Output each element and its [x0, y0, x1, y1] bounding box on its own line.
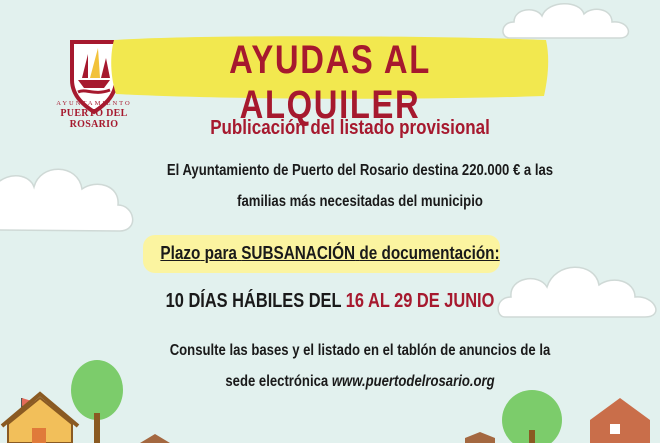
logo-label-top: AYUNTAMIENTO — [56, 100, 132, 107]
consult-line-1: Consulte las bases y el listado en el tablón de anuncios de la — [169, 342, 551, 359]
page-title: AYUDAS AL ALQUILER — [229, 38, 431, 127]
deadline-days-label: 10 DÍAS HÁBILES DEL — [165, 290, 342, 312]
deadline-date-range: 16 AL 29 DE JUNIO — [345, 290, 495, 312]
houses-left-illustration — [0, 358, 150, 443]
logo-label-bottom: PUERTO DEL ROSARIO — [60, 108, 128, 130]
deadline-word-4: de documentación: — [359, 243, 500, 263]
description-line-1: El Ayuntamiento de Puerto del Rosario destina 220.000 € a las — [166, 162, 554, 179]
page-subtitle: Publicación del listado provisional — [210, 117, 490, 139]
deadline-word-1: Plazo — [160, 243, 201, 263]
deadline-word-2: para — [204, 243, 237, 263]
cloud-left-middle — [0, 145, 140, 235]
deadline-heading — [152, 243, 509, 264]
roof-small-center — [140, 432, 170, 443]
consult-line-2 — [114, 373, 606, 391]
description-line-2: familias más necesitadas del municipio — [237, 193, 483, 210]
consult-line-2-text: sede electrónica — [225, 373, 329, 390]
deadline-dates — [117, 290, 543, 313]
website-link[interactable]: www.puertodelrosario.org — [331, 373, 495, 390]
deadline-word-3: SUBSANACIÓN — [241, 243, 356, 263]
